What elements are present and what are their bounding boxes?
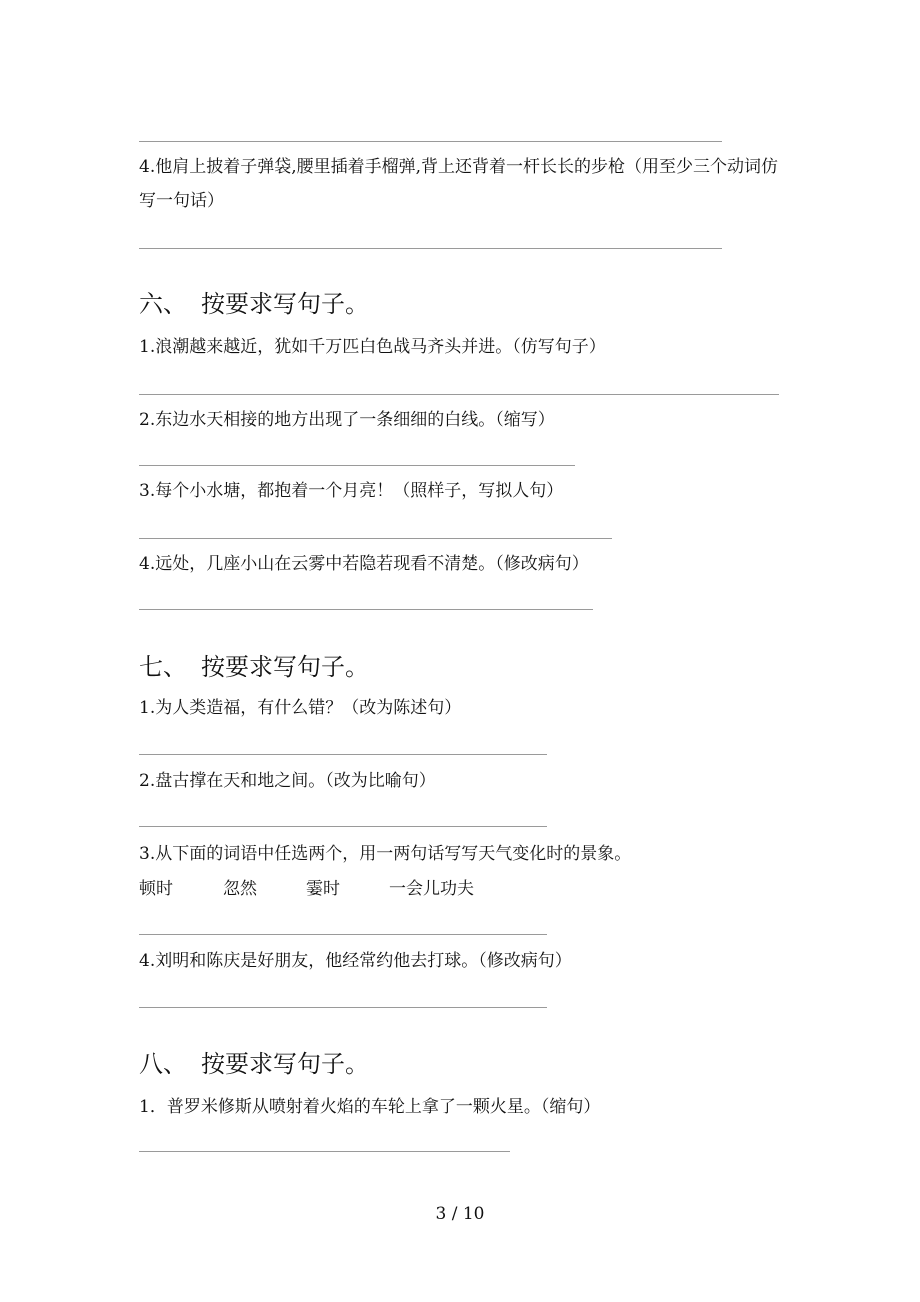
answer-line <box>139 934 547 935</box>
section-heading <box>139 1048 369 1080</box>
section-title: 按要求写句子。 <box>201 290 369 318</box>
word-list <box>139 874 474 904</box>
question-item: 1.为人类造福，有什么错？（改为陈述句） <box>139 698 462 718</box>
question-item: 3.每个小水塘，都抱着一个月亮！（照样子，写拟人句） <box>139 481 564 501</box>
question-item: 4.刘明和陈庆是好朋友，他经常约他去打球。（修改病句） <box>139 951 572 971</box>
section-title: 按要求写句子。 <box>201 1050 369 1078</box>
answer-line <box>139 826 547 827</box>
word-option: 顿时 <box>139 879 173 899</box>
question-item: 4.他肩上披着子弹袋,腰里插着手榴弹,背上还背着一杆长长的步枪（用至少三个动词仿写一句话） <box>139 157 779 211</box>
answer-line <box>139 754 547 755</box>
answer-line <box>139 141 722 142</box>
word-option: 忽然 <box>223 879 257 899</box>
section-heading <box>139 288 369 320</box>
section-number: 七、 <box>139 653 187 681</box>
question-item: 3.从下面的词语中任选两个，用一两句话写写天气变化时的景象。 <box>139 844 632 864</box>
word-option: 霎时 <box>306 879 340 899</box>
answer-line <box>139 609 593 610</box>
section-number: 六、 <box>139 290 187 318</box>
section-title: 按要求写句子。 <box>201 653 369 681</box>
answer-line <box>139 465 575 466</box>
answer-line <box>139 1151 510 1152</box>
answer-line <box>139 394 779 395</box>
word-option: 一会儿功夫 <box>389 879 474 899</box>
question-item: 1.浪潮越来越近，犹如千万匹白色战马齐头并进。（仿写句子） <box>139 337 606 357</box>
answer-line <box>139 538 612 539</box>
answer-line <box>139 248 722 249</box>
answer-line <box>139 1007 547 1008</box>
question-item: 2.东边水天相接的地方出现了一条细细的白线。（缩写） <box>139 410 555 430</box>
question-item: 4.远处，几座小山在云雾中若隐若现看不清楚。（修改病句） <box>139 554 589 574</box>
question-item: 1．普罗米修斯从喷射着火焰的车轮上拿了一颗火星。（缩句） <box>139 1097 601 1117</box>
section-heading <box>139 651 369 683</box>
page-number: 3 / 10 <box>435 1204 485 1224</box>
question-item: 2.盘古撑在天和地之间。（改为比喻句） <box>139 771 436 791</box>
section-number: 八、 <box>139 1050 187 1078</box>
